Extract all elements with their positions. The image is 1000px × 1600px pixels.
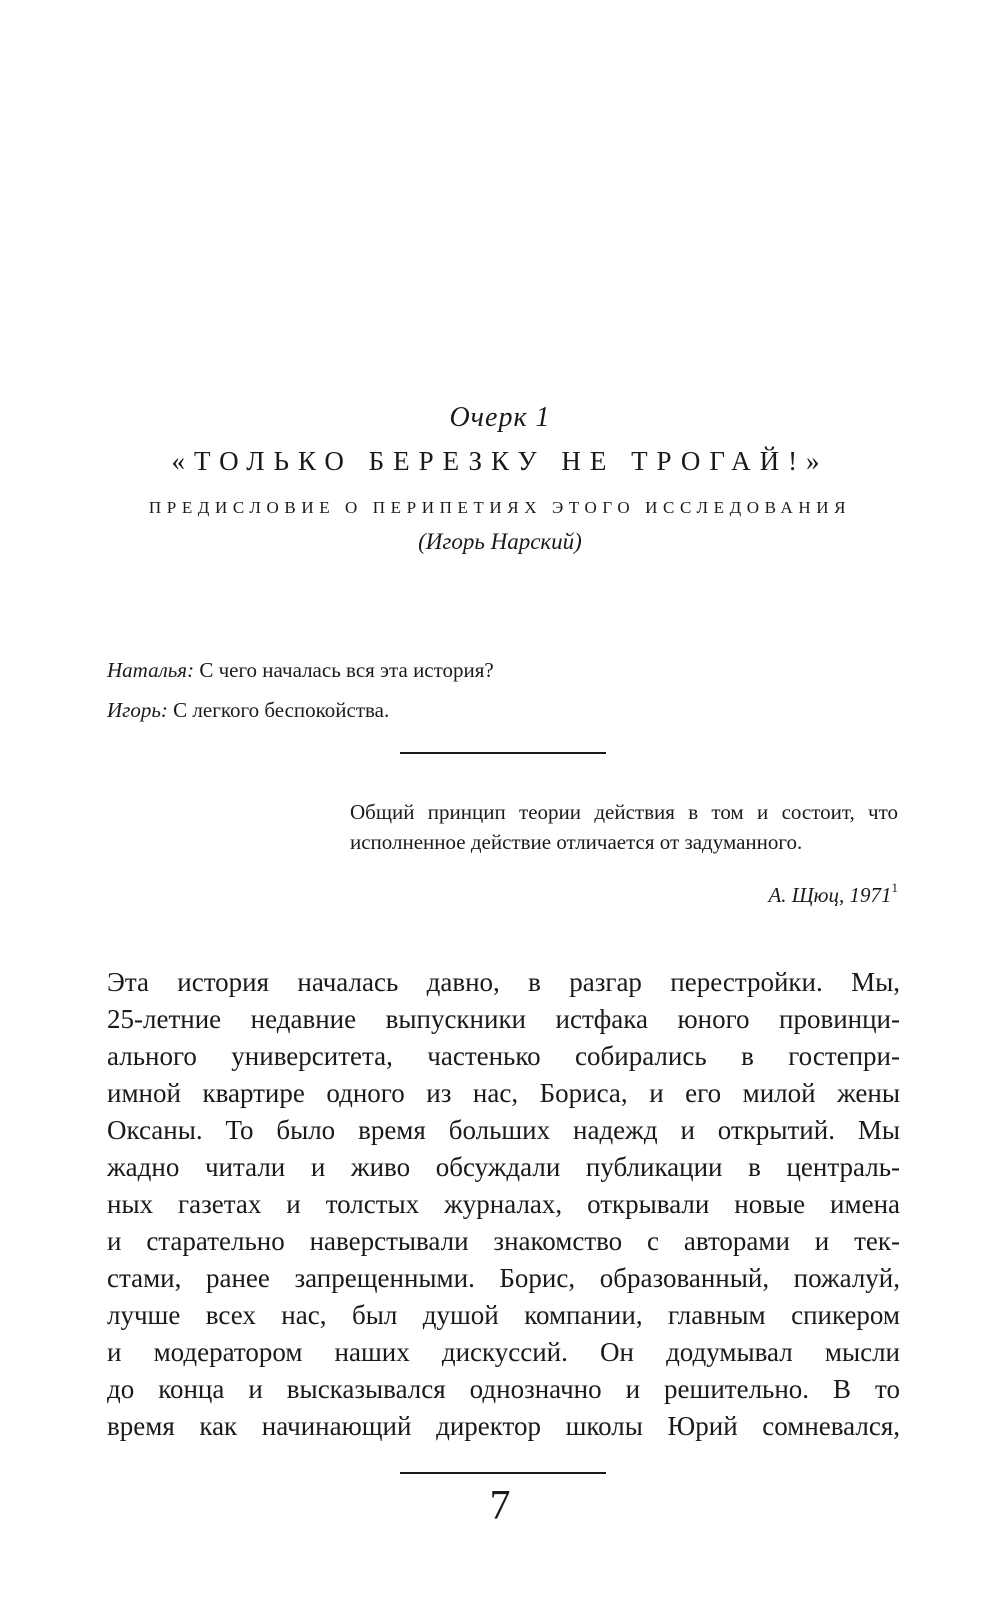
dialogue-text: С чего началась вся эта история?: [194, 658, 494, 682]
epigraph-source: [768, 882, 898, 908]
body-line: ных газетах и толстых журналах, открывали новые имена: [107, 1189, 900, 1219]
page-number: 7: [489, 1483, 511, 1529]
dialogue-speaker: Игорь:: [107, 698, 168, 722]
dialogue-line: [107, 690, 494, 730]
body-line: Оксаны. То было время больших надежд и открытий. Мы: [107, 1115, 900, 1145]
body-line: лучше всех нас, был душой компании, главным спикером: [107, 1300, 900, 1330]
body-line: и модератором наших дискуссий. Он додумывал мысли: [107, 1337, 900, 1367]
body-line: Эта история началась давно, в разгар перестройки. Мы,: [107, 967, 900, 997]
body-line: стами, ранее запрещенными. Борис, образованный, пожалуй,: [107, 1263, 900, 1293]
dialogue-speaker: Наталья:: [107, 658, 195, 682]
body-line: ального университета, частенько собирались в гостепри-: [107, 1041, 900, 1071]
dialogue-block: [107, 650, 494, 730]
chapter-label: Очерк 1: [449, 402, 551, 433]
chapter-title: «ТОЛЬКО БЕРЕЗКУ НЕ ТРОГАЙ!»: [171, 446, 829, 476]
chapter-subtitle: ПРЕДИСЛОВИЕ О ПЕРИПЕТИЯХ ЭТОГО ИССЛЕДОВАНИЯ: [148, 498, 852, 517]
body-line: до конца и высказывался однозначно и решительно. В то: [107, 1374, 900, 1404]
body-line: время как начинающий директор школы Юрий сомневался,: [107, 1411, 900, 1441]
body-line: 25-летние недавние выпускники истфака юного провинци-: [107, 1004, 900, 1034]
footer-divider: [400, 1472, 606, 1474]
body-line: и старательно наверстывали знакомство с авторами и тек-: [107, 1226, 900, 1256]
epigraph-source-text: А. Щюц, 1971: [768, 883, 892, 907]
dialogue-line: [107, 650, 494, 690]
body-line: имной квартире одного из нас, Бориса, и его милой жены: [107, 1078, 900, 1108]
footnote-reference[interactable]: 1: [891, 880, 898, 895]
dialogue-text: С легкого беспокойства.: [167, 698, 390, 722]
epigraph-text: Общий принцип теории действия в том и состоит, что исполненное действие отличается от задуманного.: [350, 800, 898, 854]
body-line: жадно читали и живо обсуждали публикации в централь-: [107, 1152, 900, 1182]
chapter-author: (Игорь Нарский): [418, 529, 582, 554]
body-paragraph: [107, 964, 900, 1445]
section-divider: [400, 752, 606, 754]
